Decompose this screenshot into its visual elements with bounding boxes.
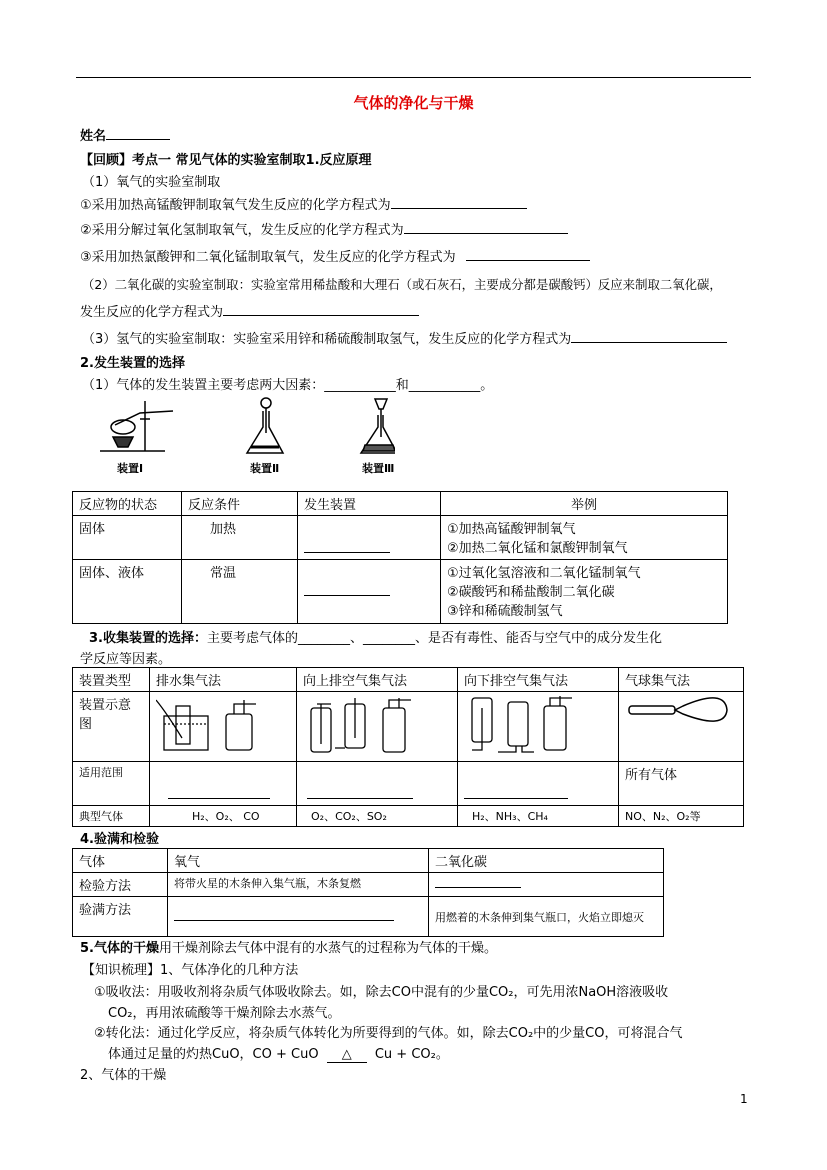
q-kclo3 xyxy=(80,246,590,265)
co2-prep-line1: （2）二氧化碳的实验室制取：实验室常用稀盐酸和大理石（或石灰石，主要成分都是碳酸钙）反应来制取二氧化碳， xyxy=(82,277,722,292)
answer-blank[interactable] xyxy=(307,786,413,799)
convert-products: Cu + CO₂。 xyxy=(374,1047,449,1062)
table-cell: 装置示意图 xyxy=(73,692,150,762)
answer-blank[interactable] xyxy=(174,908,394,921)
water-displacement-drawing xyxy=(156,694,276,754)
table-cell xyxy=(441,516,728,560)
answer-blank[interactable] xyxy=(464,786,568,799)
table-cell: 适用范围 xyxy=(73,762,150,806)
table-header: 氧气 xyxy=(168,849,429,873)
section4-heading: 4.验满和检验 xyxy=(80,832,159,847)
table-cell: O₂、CO₂、SO₂ xyxy=(297,806,458,827)
h2-prep-text: （3）氢气的实验室制取：实验室采用锌和稀硫酸制取氢气，发生反应的化学方程式为 xyxy=(82,332,572,347)
table-cell: 将带火星的木条伸入集气瓶，木条复燃 xyxy=(168,873,429,897)
answer-blank[interactable] xyxy=(466,248,590,261)
absorb-line1: ①吸收法：用吸收剂将杂质气体吸收除去。如，除去CO中混有的少量CO₂，可先用浓NaOH溶液吸收 xyxy=(94,985,669,1000)
section5-heading: 5.气体的干燥 xyxy=(80,941,159,956)
answer-blank[interactable] xyxy=(571,330,727,343)
table-cell[interactable] xyxy=(297,762,458,806)
table-row xyxy=(73,492,728,516)
balloon-drawing xyxy=(625,694,735,744)
table-row xyxy=(73,516,728,560)
page-number: 1 xyxy=(740,1092,748,1106)
answer-blank[interactable] xyxy=(168,786,270,799)
h2-prep-line xyxy=(82,328,727,347)
upward-air-drawing xyxy=(303,694,433,754)
table-row xyxy=(73,762,744,806)
table-row xyxy=(73,897,664,937)
drying-heading: 2、气体的干燥 xyxy=(80,1068,167,1083)
convert-line2 xyxy=(108,1043,449,1063)
section3-heading: 3.收集装置的选择： xyxy=(89,631,207,646)
table-header: 反应条件 xyxy=(182,492,298,516)
generator-table xyxy=(72,491,728,624)
answer-blank[interactable] xyxy=(304,583,390,596)
review-prefix: 【回顾】 xyxy=(80,153,133,168)
table-cell: 检验方法 xyxy=(73,873,168,897)
knowledge-heading: 【知识梳理】1、气体净化的几种方法 xyxy=(82,963,299,978)
table-cell: 加热 xyxy=(182,516,298,560)
example-item: ①过氧化氢溶液和二氧化锰制氧气 xyxy=(447,566,641,581)
q-kmno4-text: ①采用加热高锰酸钾制取氧气发生反应的化学方程式为 xyxy=(80,198,391,213)
table-header: 反应物的状态 xyxy=(73,492,182,516)
example-item: ②碳酸钙和稀盐酸制二氧化碳 xyxy=(447,585,615,600)
table-header: 向上排空气集气法 xyxy=(297,668,458,692)
name-line xyxy=(80,125,170,144)
section3-text: 主要考虑气体的________、________、是否有毒性、能否与空气中的成分发生化 xyxy=(206,631,662,646)
table-header: 装置类型 xyxy=(73,668,150,692)
apparatus-3-label: 装置Ⅲ xyxy=(362,462,395,475)
table-cell: 用燃着的木条伸到集气瓶口，火焰立即熄灭 xyxy=(429,897,664,937)
apparatus-2-drawing xyxy=(247,398,283,453)
table-cell: 常温 xyxy=(182,560,298,624)
table-row xyxy=(73,692,744,762)
heat-delta-sign: △ xyxy=(327,1047,367,1063)
q-kclo3-text: ③采用加热氯酸钾和二氧化锰制取氧气，发生反应的化学方程式为 xyxy=(80,250,456,265)
table-cell: NO、N₂、O₂等 xyxy=(619,806,744,827)
downward-air-drawing xyxy=(464,694,594,754)
review-heading: 考点一 常见气体的实验室制取1.反应原理 xyxy=(132,153,372,168)
section2-question: （1）气体的发生装置主要考虑两大因素：___________和___________。 xyxy=(82,378,494,393)
answer-blank[interactable] xyxy=(304,540,390,553)
section3-line2: 学反应等因素。 xyxy=(80,652,172,667)
apparatus-1-drawing xyxy=(100,401,173,451)
example-item: ①加热高锰酸钾制氧气 xyxy=(447,522,576,537)
table-cell: H₂、NH₃、CH₄ xyxy=(458,806,619,827)
table-cell xyxy=(441,560,728,624)
table-cell: 所有气体 xyxy=(619,762,744,806)
page-title: 气体的净化与干燥 xyxy=(353,94,474,112)
section5-line xyxy=(80,937,497,956)
header-rule xyxy=(76,77,751,78)
table-cell[interactable] xyxy=(458,762,619,806)
table-row xyxy=(73,668,744,692)
oxygen-prep-heading: （1）氧气的实验室制取 xyxy=(82,175,221,190)
co2-prep-text: 发生反应的化学方程式为 xyxy=(80,305,224,320)
q-kmno4 xyxy=(80,194,527,213)
table-row xyxy=(73,806,744,827)
table-cell: 验满方法 xyxy=(73,897,168,937)
q-h2o2 xyxy=(80,219,568,238)
table-cell: 固体、液体 xyxy=(73,560,182,624)
table-cell[interactable] xyxy=(150,762,297,806)
apparatus-2-label: 装置Ⅱ xyxy=(250,462,280,475)
table-row xyxy=(73,849,664,873)
table-cell: H₂、O₂、 CO xyxy=(150,806,297,827)
name-blank[interactable] xyxy=(106,127,170,140)
table-cell xyxy=(619,692,744,762)
table-header: 向下排空气集气法 xyxy=(458,668,619,692)
test-table xyxy=(72,848,664,937)
table-cell: 典型气体 xyxy=(73,806,150,827)
example-item: ③锌和稀硫酸制氢气 xyxy=(447,604,563,619)
collection-table xyxy=(72,667,744,827)
convert-text: 体通过足量的灼热CuO，CO + CuO xyxy=(108,1047,319,1062)
convert-line1: ②转化法：通过化学反应，将杂质气体转化为所要得到的气体。如，除去CO₂中的少量CO，可将混合气 xyxy=(94,1026,683,1041)
name-label: 姓名 xyxy=(80,129,107,144)
table-cell[interactable] xyxy=(168,897,429,937)
section3-line1 xyxy=(89,627,662,646)
table-cell[interactable] xyxy=(298,516,441,560)
table-cell: 固体 xyxy=(73,516,182,560)
table-header: 气体 xyxy=(73,849,168,873)
table-row xyxy=(73,873,664,897)
section5-text: 用干燥剂除去气体中混有的水蒸气的过程称为气体的干燥。 xyxy=(158,941,497,956)
table-row xyxy=(73,560,728,624)
example-item: ②加热二氧化锰和氯酸钾制氧气 xyxy=(447,541,628,556)
apparatus-3-drawing xyxy=(361,399,395,453)
q-h2o2-text: ②采用分解过氧化氢制取氧气，发生反应的化学方程式为 xyxy=(80,223,404,238)
answer-blank[interactable] xyxy=(435,875,521,888)
table-cell[interactable] xyxy=(298,560,441,624)
answer-blank[interactable] xyxy=(404,221,568,234)
review-heading-line xyxy=(80,149,372,168)
table-cell xyxy=(458,692,619,762)
table-cell xyxy=(297,692,458,762)
table-header: 二氧化碳 xyxy=(429,849,664,873)
table-cell[interactable] xyxy=(429,873,664,897)
answer-blank[interactable] xyxy=(391,196,527,209)
absorb-line2: CO₂，再用浓硫酸等干燥剂除去水蒸气。 xyxy=(108,1006,341,1021)
table-header: 排水集气法 xyxy=(150,668,297,692)
table-cell xyxy=(150,692,297,762)
table-header: 举例 xyxy=(441,492,728,516)
table-header: 发生装置 xyxy=(298,492,441,516)
table-header: 气球集气法 xyxy=(619,668,744,692)
co2-prep-line2 xyxy=(80,301,419,320)
apparatus-1-label: 装置Ⅰ xyxy=(117,462,144,475)
section2-heading: 2.发生装置的选择 xyxy=(80,356,185,371)
answer-blank[interactable] xyxy=(223,303,419,316)
